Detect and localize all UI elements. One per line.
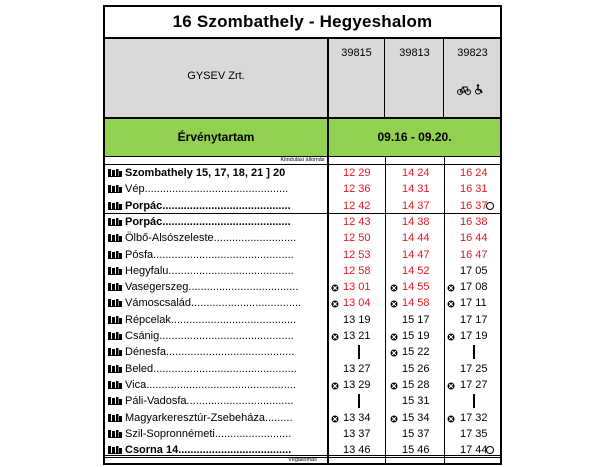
station-name: Pósfa.............................................. (125, 248, 294, 261)
train-stop-icon (108, 331, 122, 340)
departure-time: 14 58 (402, 297, 430, 310)
station-name: Vasegerszeg.................................... (125, 281, 299, 294)
station-row (105, 279, 500, 295)
departure-time: 12 29 (343, 167, 371, 179)
pass-through-bar (473, 394, 475, 408)
request-stop-icon (447, 414, 455, 422)
service-icons (457, 84, 484, 98)
departure-time: 14 44 (402, 232, 430, 245)
bicycle-icon (457, 85, 471, 95)
request-stop-icon (447, 381, 455, 389)
station-name: Beled............................................... (125, 362, 297, 375)
departure-time: 17 27 (460, 378, 488, 391)
station-name: Vámoscsalád.................................... (125, 297, 302, 310)
station-name: Szil-Sopronnémeti......................... (125, 427, 292, 440)
station-row (105, 393, 500, 409)
request-stop-icon (390, 348, 398, 356)
departure-time: 14 52 (402, 264, 430, 277)
departure-time: 17 11 (460, 297, 487, 310)
departure-time: 14 37 (402, 199, 430, 212)
station-row (105, 344, 500, 360)
request-stop-icon (331, 299, 339, 307)
station-name: Porpác.......................................... (125, 199, 291, 212)
train-stop-icon (108, 217, 122, 226)
departure-time: 15 22 (402, 346, 430, 359)
departure-time: 17 17 (460, 313, 488, 326)
departure-time: 13 37 (343, 427, 371, 440)
station-row (105, 312, 500, 328)
request-stop-icon (331, 283, 339, 291)
departure-time: 14 24 (402, 167, 430, 179)
train-stop-icon (108, 364, 122, 373)
departure-time: 13 19 (343, 313, 371, 326)
departure-time: 13 21 (343, 330, 371, 342)
station-row (105, 263, 500, 279)
validity-row (105, 119, 500, 157)
train-stop-icon (108, 266, 122, 275)
request-stop-icon (447, 332, 455, 340)
validity-value: 09.16 - 09.20. (377, 130, 452, 144)
station-row (105, 426, 500, 442)
departure-time: 12 42 (343, 199, 371, 212)
station-row (105, 328, 500, 344)
station-name: Magyarkeresztúr-Zsebeháza......... (125, 411, 293, 424)
departure-time: 17 32 (460, 411, 488, 424)
departure-time: 15 19 (402, 330, 430, 342)
train-stop-icon (108, 413, 122, 422)
station-row (105, 165, 500, 181)
departure-time: 13 01 (343, 281, 371, 294)
station-name: Vép............................................... (125, 183, 289, 196)
train-stop-icon (108, 201, 122, 210)
end-station-label: Végállomás (105, 455, 500, 464)
train-number-1: 39815 (329, 39, 385, 117)
request-stop-icon (390, 381, 398, 389)
pass-through-bar (358, 345, 360, 359)
train-number-3: 39823 (457, 47, 488, 59)
station-row (105, 230, 500, 246)
train-stop-icon (108, 445, 122, 454)
request-stop-icon (331, 414, 339, 422)
train-number-2: 39813 (386, 39, 444, 117)
train-stop-icon (108, 168, 122, 177)
departure-time: 16 37 (460, 199, 488, 212)
departure-time: 15 31 (402, 395, 430, 408)
departure-time: 15 34 (402, 411, 430, 424)
train-stop-icon (108, 282, 122, 291)
pass-through-bar (358, 394, 360, 408)
station-name: Porpác.......................................... (125, 215, 291, 228)
departure-time: 16 38 (460, 215, 488, 228)
request-stop-icon (390, 299, 398, 307)
station-name: Hegyfalu......................................... (125, 264, 294, 277)
departure-time: 15 46 (402, 444, 430, 457)
departure-time: 14 47 (402, 248, 430, 261)
train-stop-icon (108, 184, 122, 193)
departure-time: 16 24 (460, 167, 488, 179)
operator-name: GYSEV Zrt. (105, 39, 329, 117)
timetable (103, 5, 502, 465)
train-stop-icon (108, 298, 122, 307)
request-stop-icon (331, 381, 339, 389)
station-name: Csorna 14..................................... (125, 444, 292, 457)
request-stop-icon (447, 283, 455, 291)
departure-time: 17 35 (460, 427, 488, 440)
departure-time: 14 31 (402, 183, 430, 196)
departure-time: 13 46 (343, 444, 371, 457)
train-stop-icon (108, 380, 122, 389)
station-name: Ölbő-Alsószeleste........................... (125, 232, 297, 245)
departure-time: 17 19 (460, 330, 488, 342)
station-name: Vica................................................. (125, 378, 296, 391)
departure-time: 12 53 (343, 248, 371, 261)
departure-time: 16 47 (460, 248, 488, 261)
request-stop-icon (390, 283, 398, 291)
station-name: Répcelak......................................... (125, 313, 297, 326)
station-row (105, 247, 500, 263)
departure-time: 16 44 (460, 232, 488, 245)
departure-time: 13 27 (343, 362, 371, 375)
station-row (105, 295, 500, 311)
station-row (105, 361, 500, 377)
departure-time: 17 08 (460, 281, 488, 294)
departure-time: 14 38 (402, 215, 430, 228)
validity-label: Érvénytartam (105, 119, 329, 156)
station-name: Dénesfa.......................................... (125, 346, 295, 359)
departure-time: 12 43 (343, 215, 371, 228)
station-row (105, 377, 500, 393)
start-station-label: Kiindulási állomás (105, 157, 500, 165)
station-row (105, 181, 500, 197)
station-name: Szombathely 15, 17, 18, 21 ] 20 (125, 167, 286, 179)
request-stop-icon (331, 332, 339, 340)
departure-time: 12 36 (343, 183, 371, 196)
departure-time: 15 17 (402, 313, 430, 326)
departure-time: 13 34 (343, 411, 371, 424)
departure-time: 17 25 (460, 362, 488, 375)
request-stop-icon (390, 414, 398, 422)
departure-time: 15 37 (402, 427, 430, 440)
train-stop-icon (108, 347, 122, 356)
train-stop-icon (108, 315, 122, 324)
train-stop-icon (108, 429, 122, 438)
timetable-title: 16 Szombathely - Hegyeshalom (105, 7, 500, 39)
departure-time: 17 44 (460, 444, 488, 457)
departure-time: 15 26 (402, 362, 430, 375)
train-stop-icon (108, 233, 122, 242)
station-row (105, 410, 500, 426)
departure-time: 15 28 (402, 378, 430, 391)
departure-time: 13 29 (343, 378, 371, 391)
station-name: Páli-Vadosfa................................... (125, 395, 294, 408)
departure-time: 14 55 (402, 281, 430, 294)
station-row (105, 198, 500, 214)
departure-time: 12 50 (343, 232, 371, 245)
departure-time: 12 58 (343, 264, 371, 277)
pass-through-bar (473, 345, 475, 359)
wheelchair-icon (474, 84, 484, 95)
departure-time: 16 31 (460, 183, 488, 196)
departure-time: 17 05 (460, 264, 488, 277)
station-row (105, 214, 500, 230)
request-stop-icon (390, 332, 398, 340)
station-name: Csánig............................................ (125, 330, 294, 342)
train-stop-icon (108, 250, 122, 259)
train-stop-icon (108, 396, 122, 405)
header-row (105, 39, 500, 119)
request-stop-icon (447, 299, 455, 307)
departure-time: 13 04 (343, 297, 371, 310)
